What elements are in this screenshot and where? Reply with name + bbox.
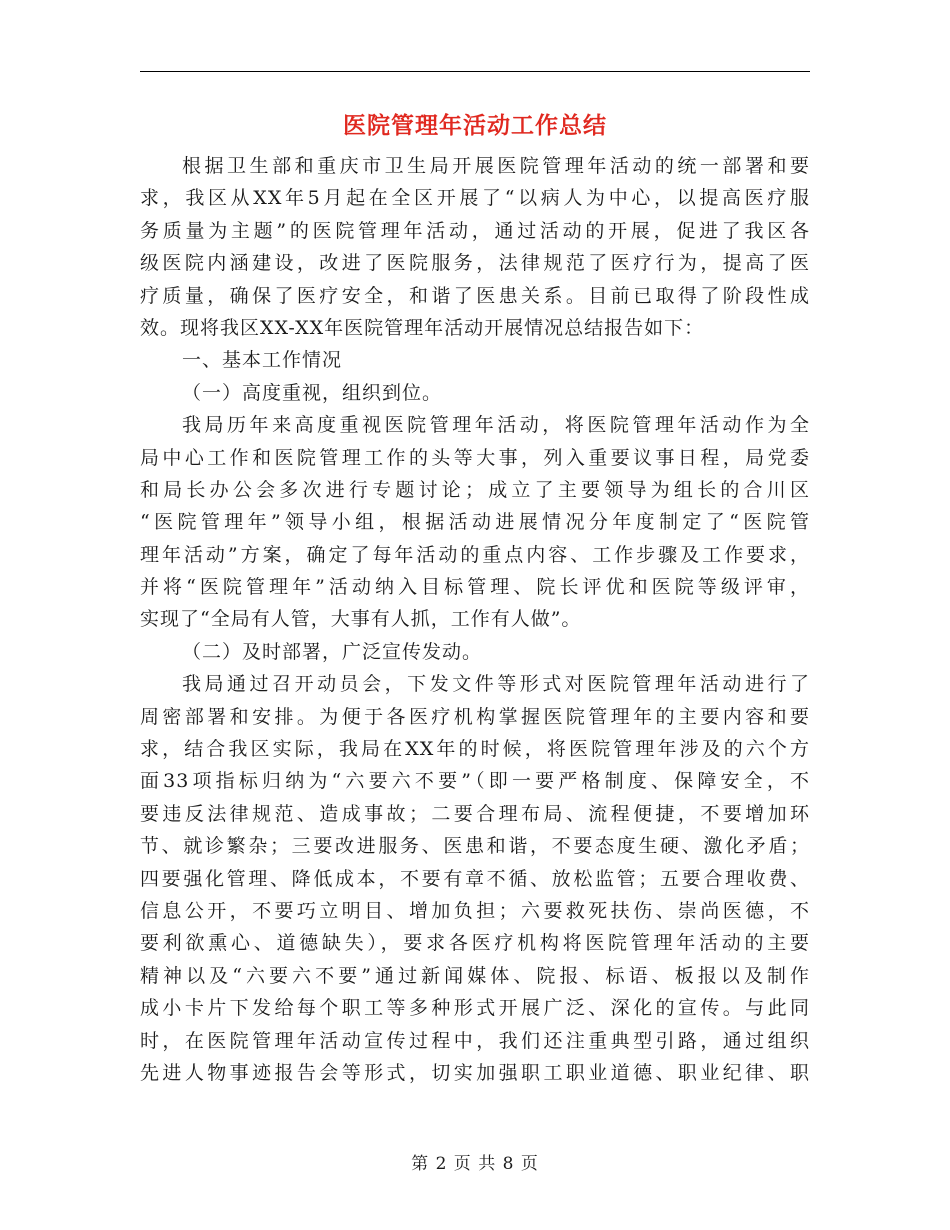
body-line: 疗质量，确保了医疗安全，和谐了医患关系。目前已取得了阶段性成	[140, 284, 810, 307]
body-line: 面33项指标归纳为“六要六不要”（即一要严格制度、保障安全，不	[140, 770, 810, 793]
body-line: 要利欲熏心、道德缺失），要求各医疗机构将医院管理年活动的主要	[140, 932, 810, 955]
body-line: 并将“医院管理年”活动纳入目标管理、院长评优和医院等级评审，	[140, 576, 810, 599]
body-line: 成小卡片下发给每个职工等多种形式开展广泛、深化的宣传。与此同	[140, 997, 810, 1020]
body-line: 四要强化管理、降低成本，不要有章不循、放松监管；五要合理收费、	[140, 867, 810, 890]
document-body	[140, 150, 810, 1089]
body-line: 节、就诊繁杂；三要改进服务、医患和谐，不要态度生硬、激化矛盾；	[140, 835, 810, 858]
body-line: 理年活动”方案，确定了每年活动的重点内容、工作步骤及工作要求，	[140, 543, 810, 566]
body-line: 根据卫生部和重庆市卫生局开展医院管理年活动的统一部署和要	[182, 155, 810, 177]
body-line: 局中心工作和医院管理工作的头等大事，列入重要议事日程，局党委	[140, 446, 810, 469]
body-line: 我局通过召开动员会，下发文件等形式对医院管理年活动进行了	[182, 673, 810, 696]
body-line: 我局历年来高度重视医院管理年活动，将医院管理年活动作为全	[182, 414, 810, 437]
body-line: 务质量为主题”的医院管理年活动，通过活动的开展，促进了我区各	[140, 219, 810, 242]
body-line: 要违反法律规范、造成事故；二要合理布局、流程便捷，不要增加环	[140, 802, 810, 825]
body-line: “医院管理年”领导小组，根据活动进展情况分年度制定了“医院管	[140, 511, 810, 534]
page-number-footer: 第 2 页 共 8 页	[411, 1154, 539, 1174]
section-heading: 一、基本工作情况	[182, 349, 343, 372]
body-line: 级医院内涵建设，改进了医院服务，法律规范了医疗行为，提高了医	[140, 252, 810, 275]
body-line: 求，结合我区实际，我局在XX年的时候，将医院管理年涉及的六个方	[140, 738, 810, 761]
body-line: 信息公开，不要巧立明目、增加负担；六要救死扶伤、崇尚医德，不	[140, 899, 810, 922]
body-line: 时，在医院管理年活动宣传过程中，我们还注重典型引路，通过组织	[140, 1029, 810, 1052]
body-line: 效。现将我区XX-XX年医院管理年活动开展情况总结报告如下：	[140, 316, 705, 339]
subsection-heading: （一）高度重视，组织到位。	[182, 381, 443, 404]
body-line: 求，我区从XX年5月起在全区开展了“以病人为中心，以提高医疗服	[140, 187, 810, 210]
body-line: 精神以及“六要六不要”通过新闻媒体、院报、标语、板报以及制作	[140, 964, 810, 987]
body-line: 和局长办公会多次进行专题讨论；成立了主要领导为组长的合川区	[140, 478, 810, 501]
body-line: 先进人物事迹报告会等形式，切实加强职工职业道德、职业纪律、职	[140, 1061, 810, 1084]
subsection-heading: （二）及时部署，广泛宣传发动。	[182, 640, 483, 663]
body-line: 实现了“全局有人管，大事有人抓，工作有人做”。	[140, 608, 582, 631]
header-rule	[140, 71, 810, 72]
body-line: 周密部署和安排。为便于各医疗机构掌握医院管理年的主要内容和要	[140, 705, 810, 728]
document-title: 医院管理年活动工作总结	[343, 112, 607, 139]
